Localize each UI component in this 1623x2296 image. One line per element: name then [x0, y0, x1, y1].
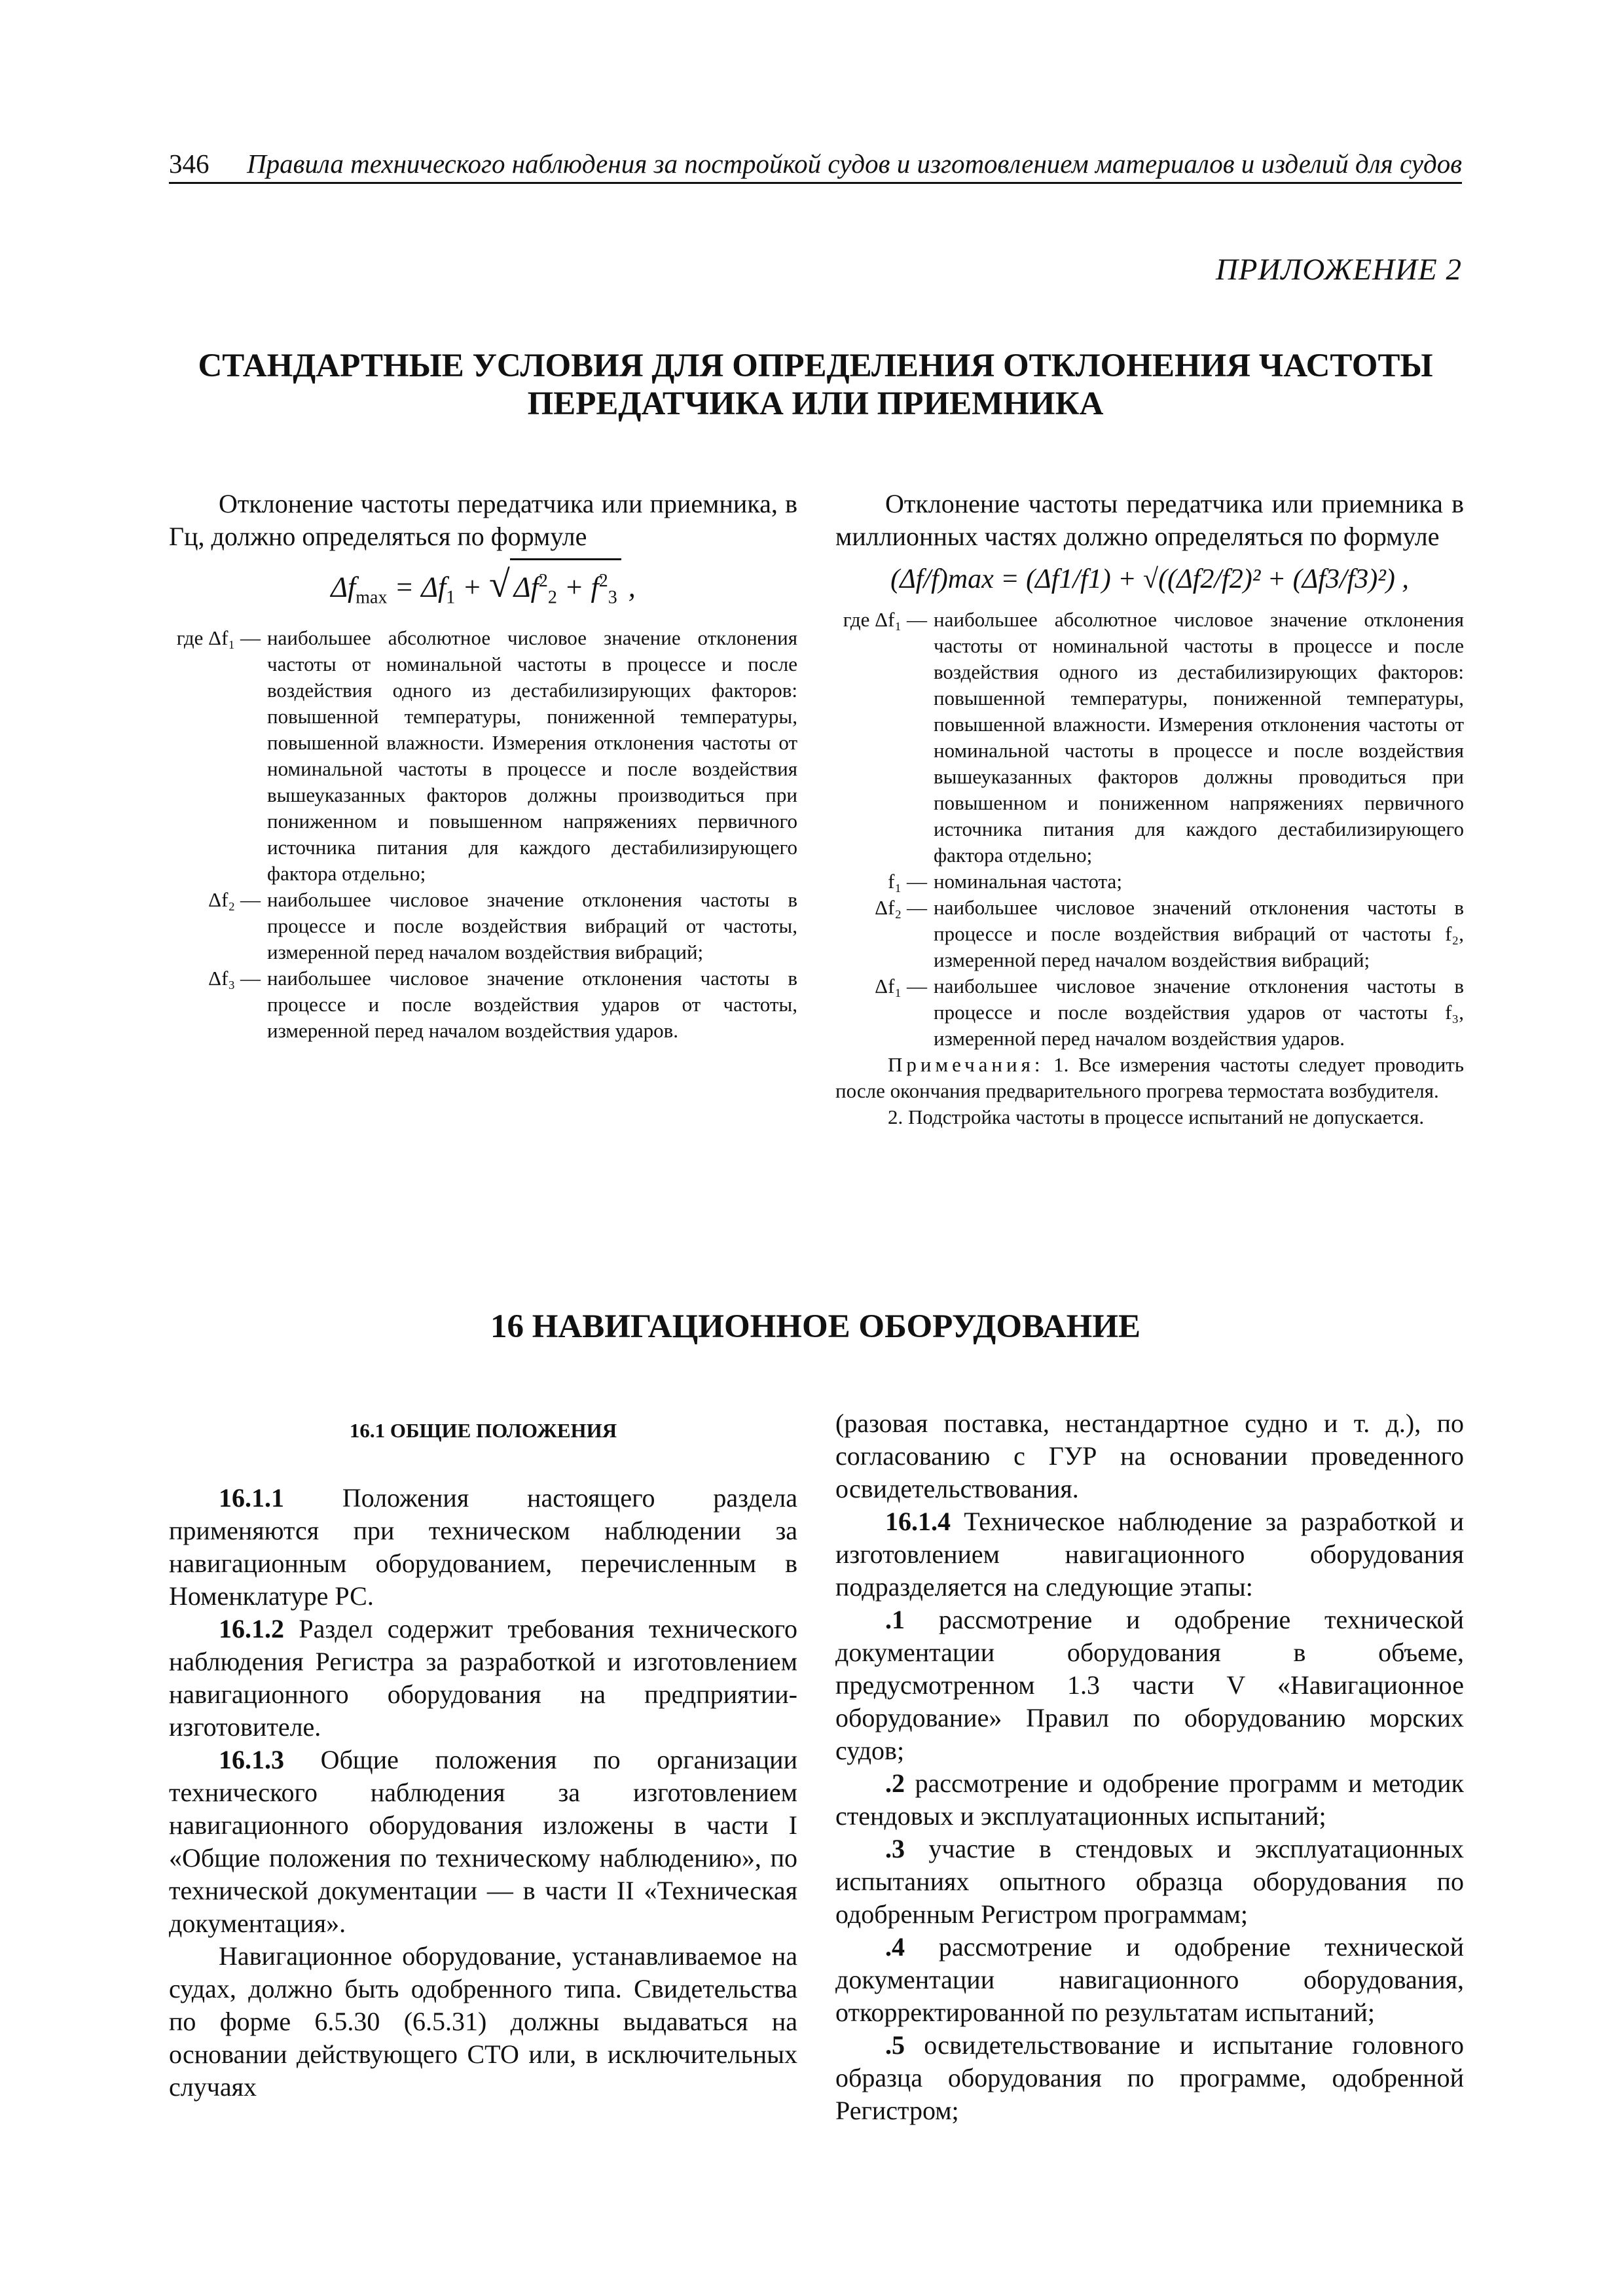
left-formula-block [169, 488, 797, 1044]
definition-item: где Δf₁ — наибольшее абсолютное числовое значение отклонения частоты от номинальной частоты в процессе и после воздействия одного из дестабилизирующих факторов: повышенной температуры, пониженной температуры, повышенной влажности. Измерения отклонения частоты от номинальной частоты в процессе и после воздействия вышеуказанных факторов должны проводиться при повышенном и пониженном напряжениях первичного источника питания для каждого дестабилизирующего фактора отдельно; [843, 608, 1464, 867]
right-formula-block [835, 488, 1464, 1130]
definition-item: Δf₂ — наибольшее числовое значение отклонения частоты в процессе и после воздействия вибраций от частоты, измеренной перед началом воздействия вибраций; [208, 888, 797, 964]
definition-item: Δf₃ — наибольшее числовое значение отклонения частоты в процессе и после воздействия ударов от частоты, измеренной перед началом воздействия ударов. [208, 967, 797, 1043]
right-formula: (Δf/f)max = (Δf1/f1) + √((Δf2/f2)² + (Δf3/f3)²) , [890, 564, 1409, 594]
left-definitions [169, 625, 797, 1044]
paragraph-16-1-1: 16.1.1 Положения настоящего раздела применяются при техническом наблюдении за навигационным оборудованием, перечисленным в Номенклатуре РС. [169, 1483, 797, 1611]
list-item: .5 освидетельствование и испытание головного образца оборудования по программе, одобренной Регистром; [835, 2030, 1464, 2125]
note-2: 2. Подстройка частоты в процессе испытаний не допускается. [888, 1105, 1425, 1128]
page-title-line-2: ПЕРЕДАТЧИКА ИЛИ ПРИЕМНИКА [527, 386, 1104, 422]
note-1: Примечания: 1. Все измерения частоты следует проводить после окончания предварительного прогрева термостата возбудителя. [835, 1053, 1464, 1102]
section-title: 16 НАВИГАЦИОННОЕ ОБОРУДОВАНИЕ [490, 1308, 1141, 1345]
definition-item: где Δf₁ — наибольшее абсолютное числовое значение отклонения частоты от номинальной частоты в процессе и после воздействия одного из дестабилизирующих факторов: повышенной температуры, пониженной температуры, повышенной влажности. Измерения отклонения частоты от номинальной частоты в процессе и после воздействия вышеуказанных факторов должны производиться при пониженном и повышенном напряжениях первичного источника питания для каждого дестабилизирующего фактора отдельно; [176, 626, 797, 886]
list-item: .2 рассмотрение и одобрение программ и методик стендовых и эксплуатационных испытаний; [835, 1768, 1464, 1831]
definition-item: Δf₂ — наибольшее числовое значений отклонения частоты в процессе и после воздействия вибраций от частоты f₂, измеренной перед началом воздействия вибраций; [875, 896, 1464, 971]
paragraph-continuation: (разовая поставка, нестандартное судно и т. д.), по согласованию с ГУР на основании проведенного освидетельствования. [835, 1408, 1464, 1503]
paragraph-approval: Навигационное оборудование, устанавливаемое на судах, должно быть одобренного типа. Свидетельства по форме 6.5.30 (6.5.31) должны выдаваться на основании действующего СТО или, в исключительных случаях [169, 1941, 797, 2102]
page-number: 346 [169, 149, 210, 179]
running-title: Правила технического наблюдения за постройкой судов и изготовлением материалов и изделий для судов [247, 149, 1462, 179]
page-title-line-1: СТАНДАРТНЫЕ УСЛОВИЯ ДЛЯ ОПРЕДЕЛЕНИЯ ОТКЛОНЕНИЯ ЧАСТОТЫ [198, 348, 1433, 384]
page-title [169, 347, 1462, 423]
left-intro: Отклонение частоты передатчика или приемника, в Гц, должно определяться по формуле [169, 489, 797, 551]
running-header [169, 145, 1462, 184]
left-formula: $\Delta f_{max} = \Delta f_1$ + √ $\Delta f^2_2 + f^2_3$ , [169, 558, 797, 619]
appendix-label: ПРИЛОЖЕНИЕ 2 [1215, 253, 1462, 287]
definition-item: Δf₁ — наибольшее числовое значение отклонения частоты в процессе и после воздействия ударов от частоты f₃, измеренной перед началом воздействия ударов. [875, 975, 1464, 1050]
right-intro: Отклонение частоты передатчика или приемника в миллионных частях должно определяться по формуле [835, 489, 1464, 551]
list-item: .1 рассмотрение и одобрение технической документации оборудования в объеме, предусмотренном 1.3 части V «Навигационное оборудование» Правил по оборудованию морских судов; [835, 1605, 1464, 1765]
radical-icon: √ [488, 562, 510, 605]
definition-item: f₁ — номинальная частота; [888, 870, 1122, 893]
paragraph-16-1-4: 16.1.4 Техническое наблюдение за разработкой и изготовлением навигационного оборудования подразделяется на следующие этапы: [835, 1507, 1464, 1602]
right-definitions [835, 607, 1464, 1052]
paragraph-16-1-3: 16.1.3 Общие положения по организации технического наблюдения за изготовлением навигационного оборудования изложены в части I «Общие положения по техническому наблюдению», по технической документации — в части II «Техническая документация». [169, 1745, 797, 1938]
paragraph-16-1-2: 16.1.2 Раздел содержит требования технического наблюдения Регистра за разработкой и изготовлением навигационного оборудования на предприятии-изготовителе. [169, 1614, 797, 1742]
section-right-column [835, 1407, 1464, 2127]
section-left-column [169, 1407, 797, 2104]
list-item: .3 участие в стендовых и эксплуатационных испытаниях опытного образца оборудования по одобренным Регистром программам; [835, 1834, 1464, 1929]
list-item: .4 рассмотрение и одобрение технической документации навигационного оборудования, откорректированной по результатам испытаний; [835, 1932, 1464, 2027]
subsection-title: 16.1 ОБЩИЕ ПОЛОЖЕНИЯ [349, 1419, 617, 1442]
